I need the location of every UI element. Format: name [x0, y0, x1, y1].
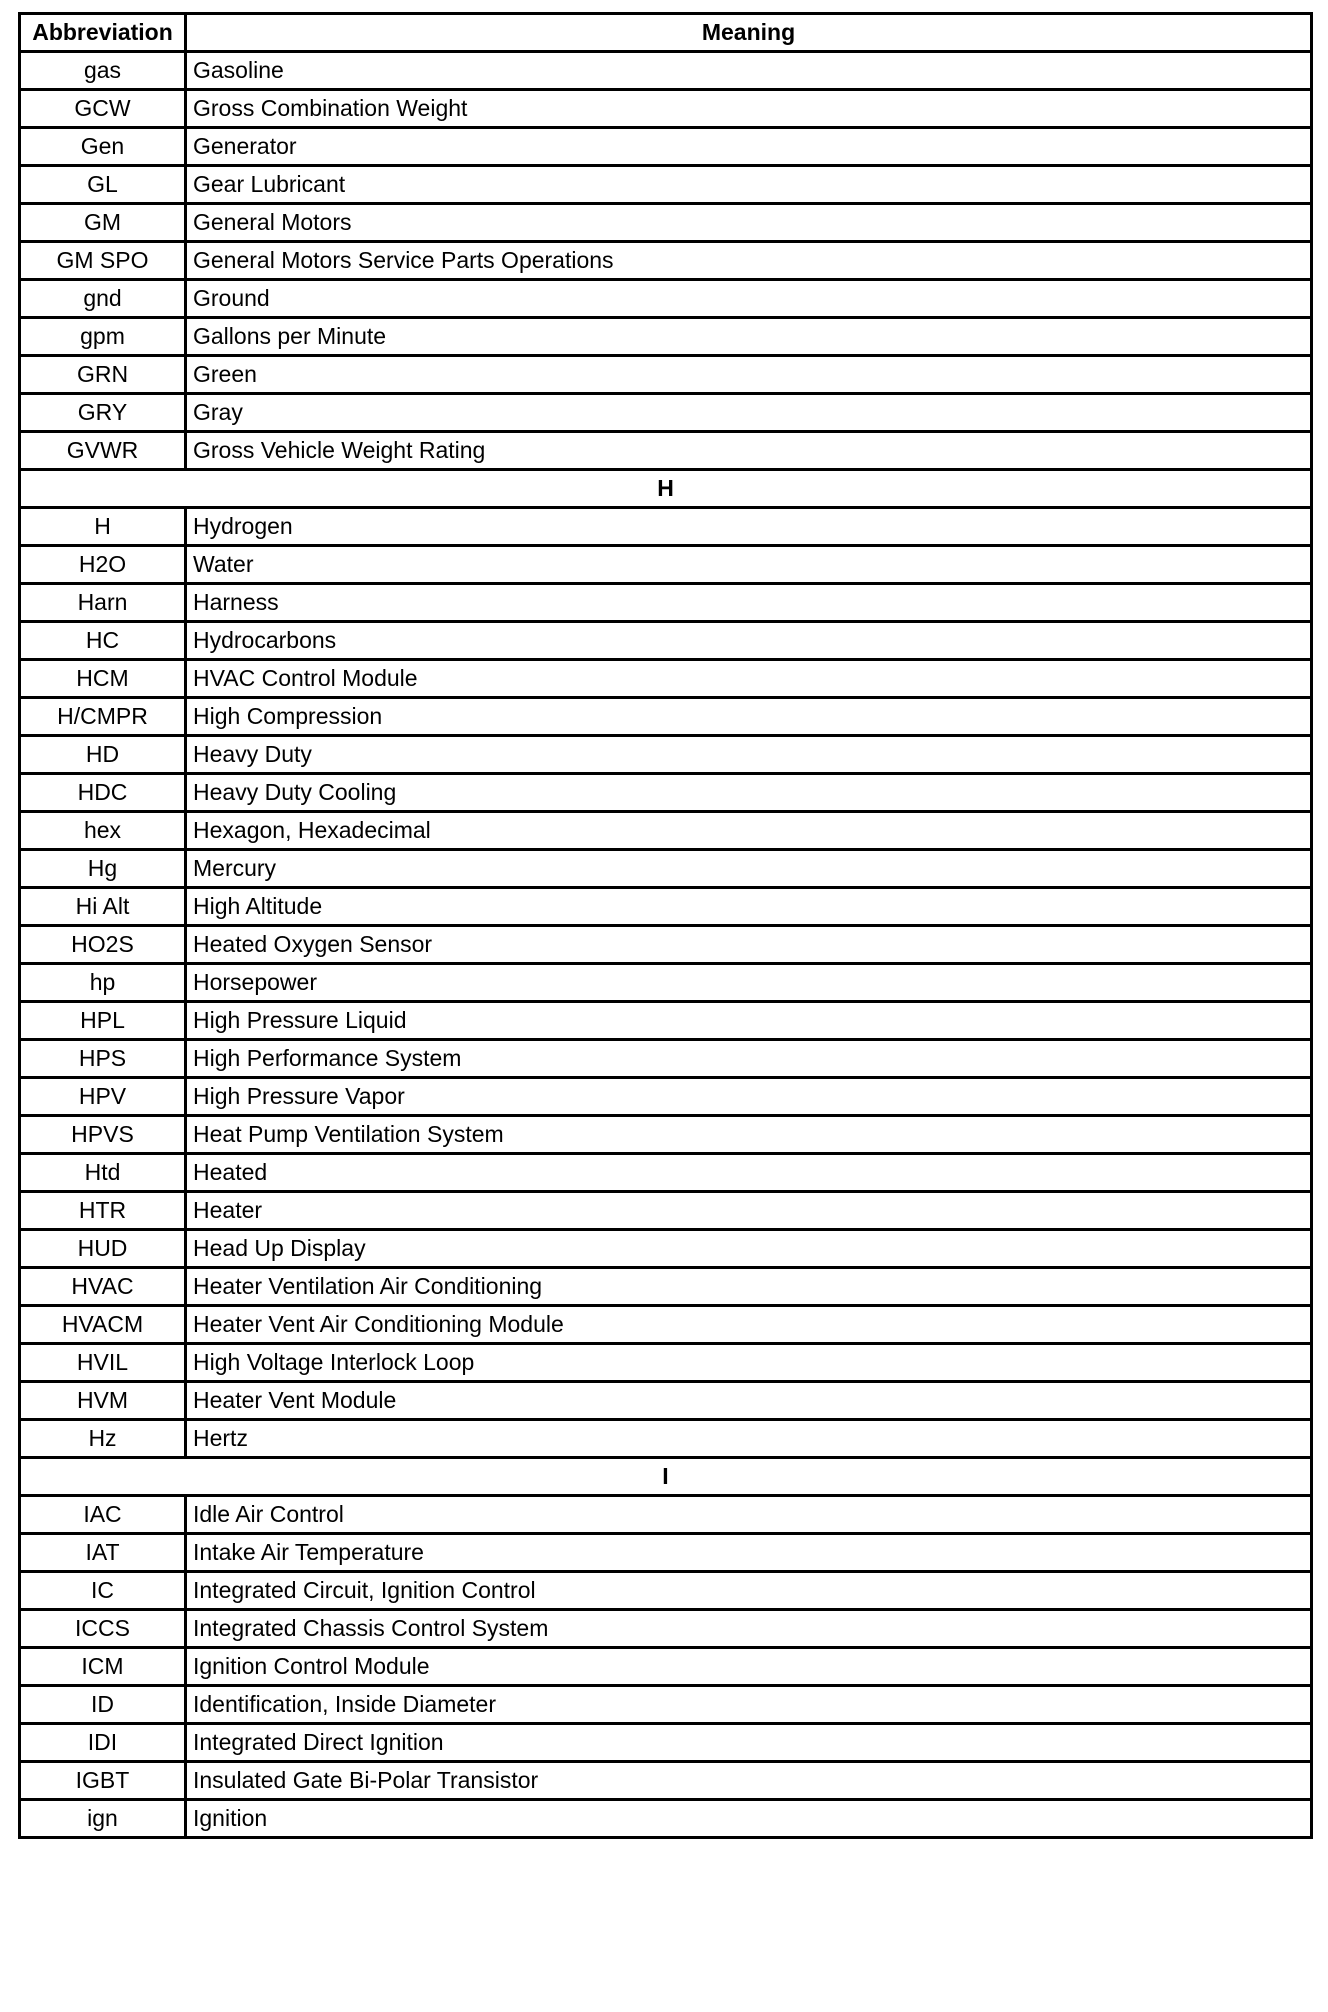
abbreviation-cell: HDC	[20, 774, 186, 812]
meaning-cell: Water	[186, 546, 1312, 584]
abbreviation-cell: HO2S	[20, 926, 186, 964]
abbreviation-cell: IC	[20, 1572, 186, 1610]
table-row	[20, 1116, 1312, 1154]
abbreviation-cell: ICCS	[20, 1610, 186, 1648]
abbreviation-cell: GRY	[20, 394, 186, 432]
meaning-cell: Heavy Duty Cooling	[186, 774, 1312, 812]
table-row	[20, 1154, 1312, 1192]
meaning-cell: High Altitude	[186, 888, 1312, 926]
table-row	[20, 1420, 1312, 1458]
abbreviation-cell: ID	[20, 1686, 186, 1724]
table-row	[20, 1268, 1312, 1306]
table-header-row	[20, 14, 1312, 52]
table-row	[20, 622, 1312, 660]
abbreviation-cell: GM	[20, 204, 186, 242]
abbreviation-cell: HPL	[20, 1002, 186, 1040]
meaning-cell: Mercury	[186, 850, 1312, 888]
section-header-row	[20, 470, 1312, 508]
meaning-cell: High Performance System	[186, 1040, 1312, 1078]
section-header-row	[20, 1458, 1312, 1496]
table-row	[20, 1686, 1312, 1724]
table-row	[20, 1610, 1312, 1648]
meaning-cell: Hertz	[186, 1420, 1312, 1458]
abbreviation-cell: HVM	[20, 1382, 186, 1420]
abbreviation-table	[18, 12, 1313, 1839]
abbreviation-cell: GRN	[20, 356, 186, 394]
abbreviation-cell: hp	[20, 964, 186, 1002]
abbreviation-cell: IDI	[20, 1724, 186, 1762]
abbreviation-cell: gas	[20, 52, 186, 90]
abbreviation-cell: HUD	[20, 1230, 186, 1268]
abbreviation-cell: HD	[20, 736, 186, 774]
meaning-cell: Identification, Inside Diameter	[186, 1686, 1312, 1724]
section-letter: H	[20, 470, 1312, 508]
abbreviation-table-container	[18, 12, 1310, 1839]
table-row	[20, 1192, 1312, 1230]
table-row	[20, 1724, 1312, 1762]
table-row	[20, 90, 1312, 128]
meaning-column-header: Meaning	[186, 14, 1312, 52]
meaning-cell: Heater Vent Module	[186, 1382, 1312, 1420]
meaning-cell: General Motors	[186, 204, 1312, 242]
abbreviation-cell: Gen	[20, 128, 186, 166]
table-row	[20, 432, 1312, 470]
meaning-cell: High Pressure Liquid	[186, 1002, 1312, 1040]
meaning-cell: Heated	[186, 1154, 1312, 1192]
abbreviation-cell: HPS	[20, 1040, 186, 1078]
table-row	[20, 1078, 1312, 1116]
table-row	[20, 1800, 1312, 1838]
abbreviation-cell: H	[20, 508, 186, 546]
table-row	[20, 546, 1312, 584]
abbreviation-cell: HCM	[20, 660, 186, 698]
table-row	[20, 1040, 1312, 1078]
table-row	[20, 1572, 1312, 1610]
table-row	[20, 204, 1312, 242]
table-row	[20, 850, 1312, 888]
meaning-cell: HVAC Control Module	[186, 660, 1312, 698]
meaning-cell: Heater Ventilation Air Conditioning	[186, 1268, 1312, 1306]
table-row	[20, 128, 1312, 166]
abbreviation-cell: Hg	[20, 850, 186, 888]
table-row	[20, 964, 1312, 1002]
meaning-cell: Gray	[186, 394, 1312, 432]
meaning-cell: High Pressure Vapor	[186, 1078, 1312, 1116]
meaning-cell: Gasoline	[186, 52, 1312, 90]
abbreviation-cell: GCW	[20, 90, 186, 128]
table-row	[20, 356, 1312, 394]
meaning-cell: Green	[186, 356, 1312, 394]
table-row	[20, 1534, 1312, 1572]
abbreviation-cell: HVIL	[20, 1344, 186, 1382]
table-row	[20, 280, 1312, 318]
table-row	[20, 318, 1312, 356]
abbreviation-cell: gpm	[20, 318, 186, 356]
meaning-cell: Gross Vehicle Weight Rating	[186, 432, 1312, 470]
meaning-cell: Hydrocarbons	[186, 622, 1312, 660]
meaning-cell: Head Up Display	[186, 1230, 1312, 1268]
meaning-cell: Insulated Gate Bi-Polar Transistor	[186, 1762, 1312, 1800]
meaning-cell: Ground	[186, 280, 1312, 318]
abbreviation-cell: Harn	[20, 584, 186, 622]
table-row	[20, 926, 1312, 964]
table-row	[20, 394, 1312, 432]
table-row	[20, 1496, 1312, 1534]
meaning-cell: Integrated Circuit, Ignition Control	[186, 1572, 1312, 1610]
table-row	[20, 1306, 1312, 1344]
table-row	[20, 812, 1312, 850]
abbreviation-cell: HVAC	[20, 1268, 186, 1306]
table-row	[20, 774, 1312, 812]
table-row	[20, 698, 1312, 736]
abbreviation-cell: Hi Alt	[20, 888, 186, 926]
abbreviation-cell: HTR	[20, 1192, 186, 1230]
abbreviation-cell: ICM	[20, 1648, 186, 1686]
meaning-cell: Heater	[186, 1192, 1312, 1230]
table-row	[20, 166, 1312, 204]
abbreviation-cell: GL	[20, 166, 186, 204]
meaning-cell: Ignition Control Module	[186, 1648, 1312, 1686]
table-row	[20, 52, 1312, 90]
abbreviation-cell: GVWR	[20, 432, 186, 470]
meaning-cell: General Motors Service Parts Operations	[186, 242, 1312, 280]
meaning-cell: High Voltage Interlock Loop	[186, 1344, 1312, 1382]
meaning-cell: Ignition	[186, 1800, 1312, 1838]
table-row	[20, 242, 1312, 280]
meaning-cell: Integrated Chassis Control System	[186, 1610, 1312, 1648]
table-row	[20, 888, 1312, 926]
abbreviation-cell: HPVS	[20, 1116, 186, 1154]
table-row	[20, 1382, 1312, 1420]
abbreviation-cell: Htd	[20, 1154, 186, 1192]
table-row	[20, 584, 1312, 622]
meaning-cell: Heat Pump Ventilation System	[186, 1116, 1312, 1154]
table-row	[20, 1002, 1312, 1040]
abbreviation-cell: HVACM	[20, 1306, 186, 1344]
table-row	[20, 1230, 1312, 1268]
abbreviation-cell: Hz	[20, 1420, 186, 1458]
meaning-cell: Hexagon, Hexadecimal	[186, 812, 1312, 850]
meaning-cell: Gallons per Minute	[186, 318, 1312, 356]
meaning-cell: Horsepower	[186, 964, 1312, 1002]
abbreviation-cell: IAC	[20, 1496, 186, 1534]
meaning-cell: Hydrogen	[186, 508, 1312, 546]
meaning-cell: Heater Vent Air Conditioning Module	[186, 1306, 1312, 1344]
section-letter: I	[20, 1458, 1312, 1496]
meaning-cell: Gross Combination Weight	[186, 90, 1312, 128]
meaning-cell: Heated Oxygen Sensor	[186, 926, 1312, 964]
table-row	[20, 1762, 1312, 1800]
abbreviation-cell: HPV	[20, 1078, 186, 1116]
abbreviation-cell: H/CMPR	[20, 698, 186, 736]
meaning-cell: Integrated Direct Ignition	[186, 1724, 1312, 1762]
abbreviation-cell: GM SPO	[20, 242, 186, 280]
abbreviation-column-header: Abbreviation	[20, 14, 186, 52]
meaning-cell: High Compression	[186, 698, 1312, 736]
abbreviation-cell: hex	[20, 812, 186, 850]
table-row	[20, 508, 1312, 546]
abbreviation-cell: IGBT	[20, 1762, 186, 1800]
abbreviation-cell: ign	[20, 1800, 186, 1838]
abbreviation-cell: H2O	[20, 546, 186, 584]
table-row	[20, 736, 1312, 774]
meaning-cell: Intake Air Temperature	[186, 1534, 1312, 1572]
meaning-cell: Heavy Duty	[186, 736, 1312, 774]
meaning-cell: Generator	[186, 128, 1312, 166]
abbreviation-cell: IAT	[20, 1534, 186, 1572]
meaning-cell: Harness	[186, 584, 1312, 622]
meaning-cell: Gear Lubricant	[186, 166, 1312, 204]
abbreviation-cell: HC	[20, 622, 186, 660]
meaning-cell: Idle Air Control	[186, 1496, 1312, 1534]
table-row	[20, 660, 1312, 698]
abbreviation-cell: gnd	[20, 280, 186, 318]
table-row	[20, 1648, 1312, 1686]
table-row	[20, 1344, 1312, 1382]
table-body	[20, 52, 1312, 1838]
